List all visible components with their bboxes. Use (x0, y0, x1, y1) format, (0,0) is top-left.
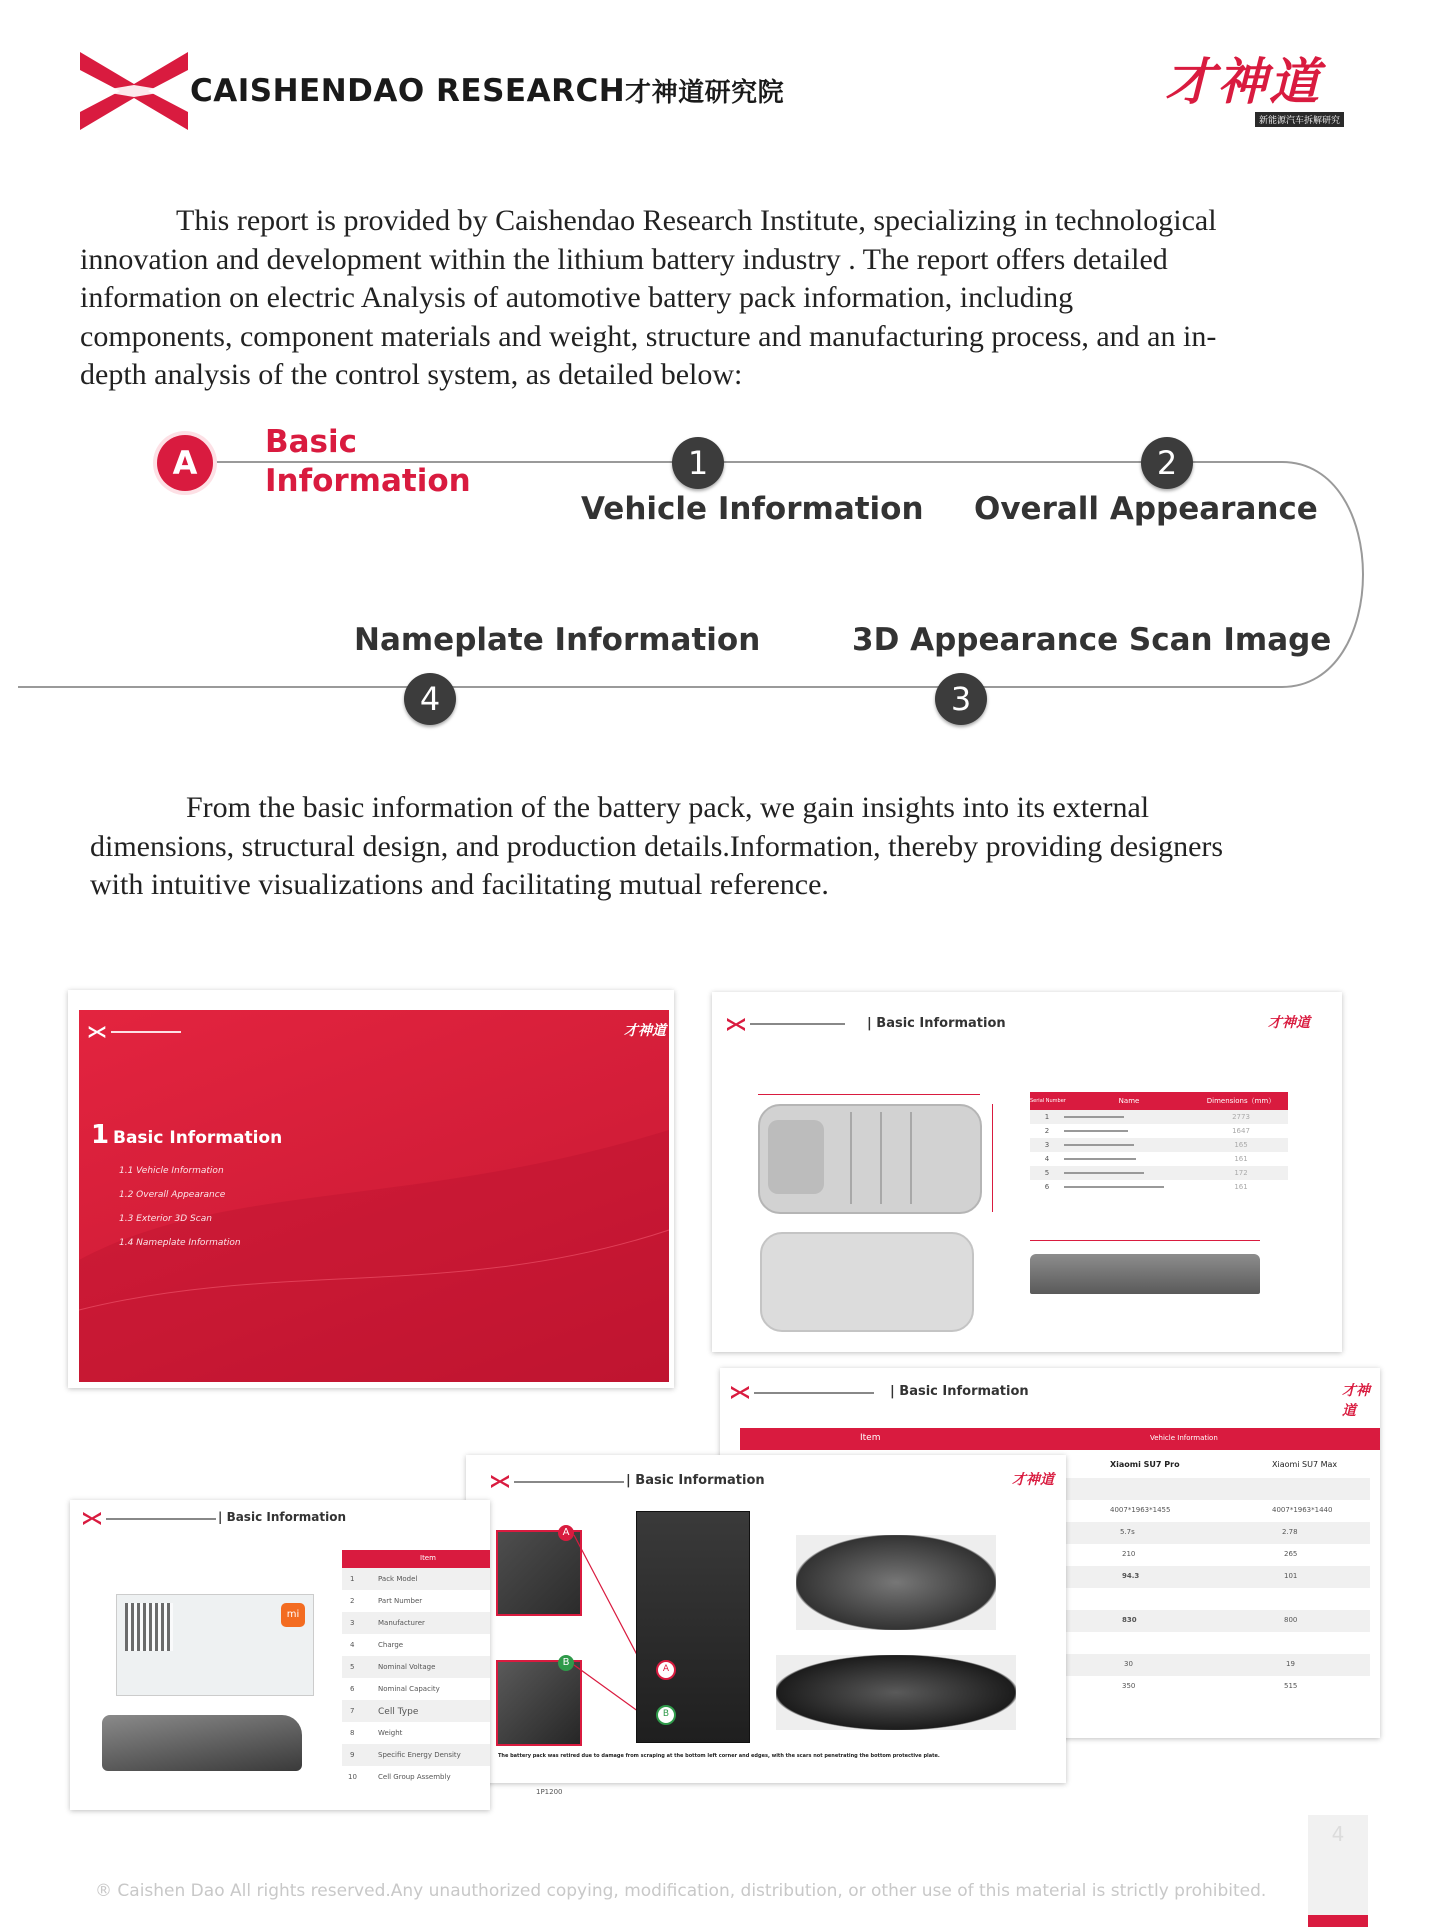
appearance-logo-right: 才神道 (1012, 1472, 1054, 1488)
section-a-badge: A (157, 435, 213, 491)
cover-item-3: 1.3 Exterior 3D Scan (119, 1214, 212, 1224)
vehicle-logo-right: 才神道 (1342, 1383, 1370, 1419)
copyright-footer: ® Caishen Dao All rights reserved.Any unauthorized copying, modification, distribution, or other use of this material is strictly prohibited. (95, 1881, 1267, 1901)
marker-a-photo: A (558, 1525, 574, 1541)
table-row: 5 Nominal Voltage (342, 1656, 490, 1678)
dim-line-horizontal (758, 1094, 980, 1095)
table-row: 7 Cell Type (342, 1700, 490, 1722)
appearance-caption: The battery pack was retired due to damage from scraping at the bottom left corner and edges, with the scars not penetrating the bottom protective plate. (498, 1753, 940, 1759)
table-row (1050, 1478, 1370, 1500)
table-row: 3 Manufacturer (342, 1612, 490, 1634)
nameplate-logo-bar (106, 1518, 216, 1520)
page-tab-accent (1308, 1915, 1368, 1927)
pack-rib (850, 1112, 852, 1204)
vehicle-title: | Basic Information (890, 1384, 1029, 1399)
cover-logo-right: 才神道 (624, 1023, 666, 1039)
pack-side-photo (102, 1715, 302, 1771)
step-4-circle: 4 (404, 673, 456, 725)
table-row: 210 265 (1122, 1550, 1298, 1558)
pack-top-module (768, 1120, 824, 1194)
cover-title: Basic Information (113, 1128, 283, 1148)
pack-3d-photo-top (796, 1535, 996, 1630)
table-row (1050, 1588, 1370, 1610)
vehicle-logo-bar (754, 1392, 874, 1394)
step-3-circle: 3 (935, 673, 987, 725)
table-row: 4007*1963*1455 4007*1963*1440 (1110, 1506, 1333, 1514)
cover-logo-bar (111, 1031, 181, 1033)
cover-logo-icon (87, 1026, 107, 1038)
nameplate-last-value: 1P1200 (536, 1788, 563, 1796)
pack-rib (880, 1112, 882, 1204)
vehicle-model-row: Xiaomi SU7 Pro Xiaomi SU7 Max (1110, 1460, 1338, 1469)
step-1-circle: 1 (672, 437, 724, 489)
pack-3d-photo-bottom (776, 1655, 1016, 1730)
pack-side-view (1030, 1254, 1260, 1294)
table-row: 6 161 (1044, 1183, 1248, 1191)
pack-rib (910, 1112, 912, 1204)
cover-slide (68, 990, 674, 1388)
scan-table-header: Serial Number Name Dimensions（mm） (1030, 1092, 1288, 1110)
nameplate-slide (70, 1500, 563, 1810)
table-row: 5 172 (1030, 1166, 1288, 1180)
nameplate-logo-icon (82, 1512, 102, 1525)
table-row: 94.3 101 (1050, 1566, 1370, 1588)
step-1-label: Vehicle Information (581, 491, 924, 527)
cover-red-panel (79, 1010, 669, 1382)
appearance-slide (466, 1455, 1066, 1783)
table-row: 1 2773 (1030, 1110, 1288, 1124)
pack-top-view (758, 1104, 982, 1214)
table-row: 2 Part Number (350, 1597, 423, 1605)
scan-logo-bar (750, 1023, 845, 1025)
cover-number: 1 (91, 1120, 110, 1150)
vehicle-values (1050, 1478, 1370, 1698)
vehicle-logo-icon (730, 1386, 750, 1399)
nameplate-table (342, 1550, 490, 1788)
step-4-label: Nameplate Information (354, 622, 761, 658)
table-row: 6 Nominal Capacity (350, 1685, 440, 1693)
marker-b-pack: B (656, 1705, 676, 1725)
cover-item-2: 1.2 Overall Appearance (119, 1190, 226, 1200)
scan-slide (712, 992, 1342, 1352)
step-3-label: 3D Appearance Scan Image (852, 622, 1332, 658)
brand-logo-right: 才神道 新能源汽车拆解研究 (1165, 52, 1365, 130)
appearance-title: | Basic Information (626, 1473, 765, 1488)
table-row: 9 Specific Energy Density (342, 1744, 490, 1766)
marker-a-pack: A (656, 1660, 676, 1680)
table-row: 10 Cell Group Assembly (348, 1773, 451, 1781)
scan-logo-icon (726, 1018, 746, 1031)
pack-bottom-photo (636, 1511, 750, 1743)
nameplate-label-photo (116, 1594, 314, 1696)
scan-dimension-table (1030, 1092, 1288, 1194)
step-2-circle: 2 (1141, 437, 1193, 489)
table-row: 3 165 (1030, 1138, 1288, 1152)
table-row: 4 161 (1044, 1155, 1248, 1163)
brand-logo-icon (80, 52, 188, 130)
brand-name: CAISHENDAO RESEARCH才神道研究院 (190, 73, 785, 109)
table-row: 8 Weight (350, 1729, 403, 1737)
dim-line-vertical (992, 1104, 993, 1212)
table-row: 2 1647 (1044, 1127, 1250, 1135)
table-row: 350 515 (1122, 1682, 1298, 1690)
table-row: 1 Pack Model (342, 1568, 490, 1590)
pack-bottom-view (760, 1232, 974, 1332)
table-row (1050, 1632, 1370, 1654)
table-row: 30 19 (1050, 1654, 1370, 1676)
cover-item-1: 1.1 Vehicle Information (119, 1166, 224, 1176)
intro-paragraph: This report is provided by Caishendao Research Institute, specializing in technological innovation and development within the lithium battery industry . The report offers detailed information on electric Analysis of automotive battery pack information, including components, component materials and weight, structure and manufacturing process, and an in- depth analysis of the control system, as detailed below: (80, 204, 1217, 391)
scan-logo-right: 才神道 (1268, 1015, 1310, 1031)
summary-paragraph: From the basic information of the battery pack, we gain insights into its external dimensions, structural design, and production details.Information, thereby providing designers with intuitive visualizations and facilitating mutual reference. (90, 791, 1224, 901)
nameplate-title: | Basic Information (218, 1510, 346, 1524)
marker-b-photo: B (558, 1655, 574, 1671)
cover-item-4: 1.4 Nameplate Information (119, 1238, 241, 1248)
table-row: 5.7s 2.78 (1050, 1522, 1370, 1544)
mi-logo-icon: mi (281, 1603, 305, 1627)
basic-information-title: Basic Information (265, 424, 471, 499)
table-row: 830 800 (1050, 1610, 1370, 1632)
page-number: 4 (1331, 1822, 1345, 1846)
qr-code-icon (125, 1603, 173, 1651)
timeline-bottom-line (18, 686, 1282, 688)
step-2-label: Overall Appearance (974, 491, 1318, 527)
table-row: 4 Charge (350, 1641, 404, 1649)
pack-side-dim (1030, 1240, 1260, 1241)
nameplate-table-header: Item (342, 1550, 490, 1568)
vehicle-table-header: Item Vehicle Information (740, 1428, 1380, 1450)
scan-title: | Basic Information (867, 1016, 1006, 1031)
